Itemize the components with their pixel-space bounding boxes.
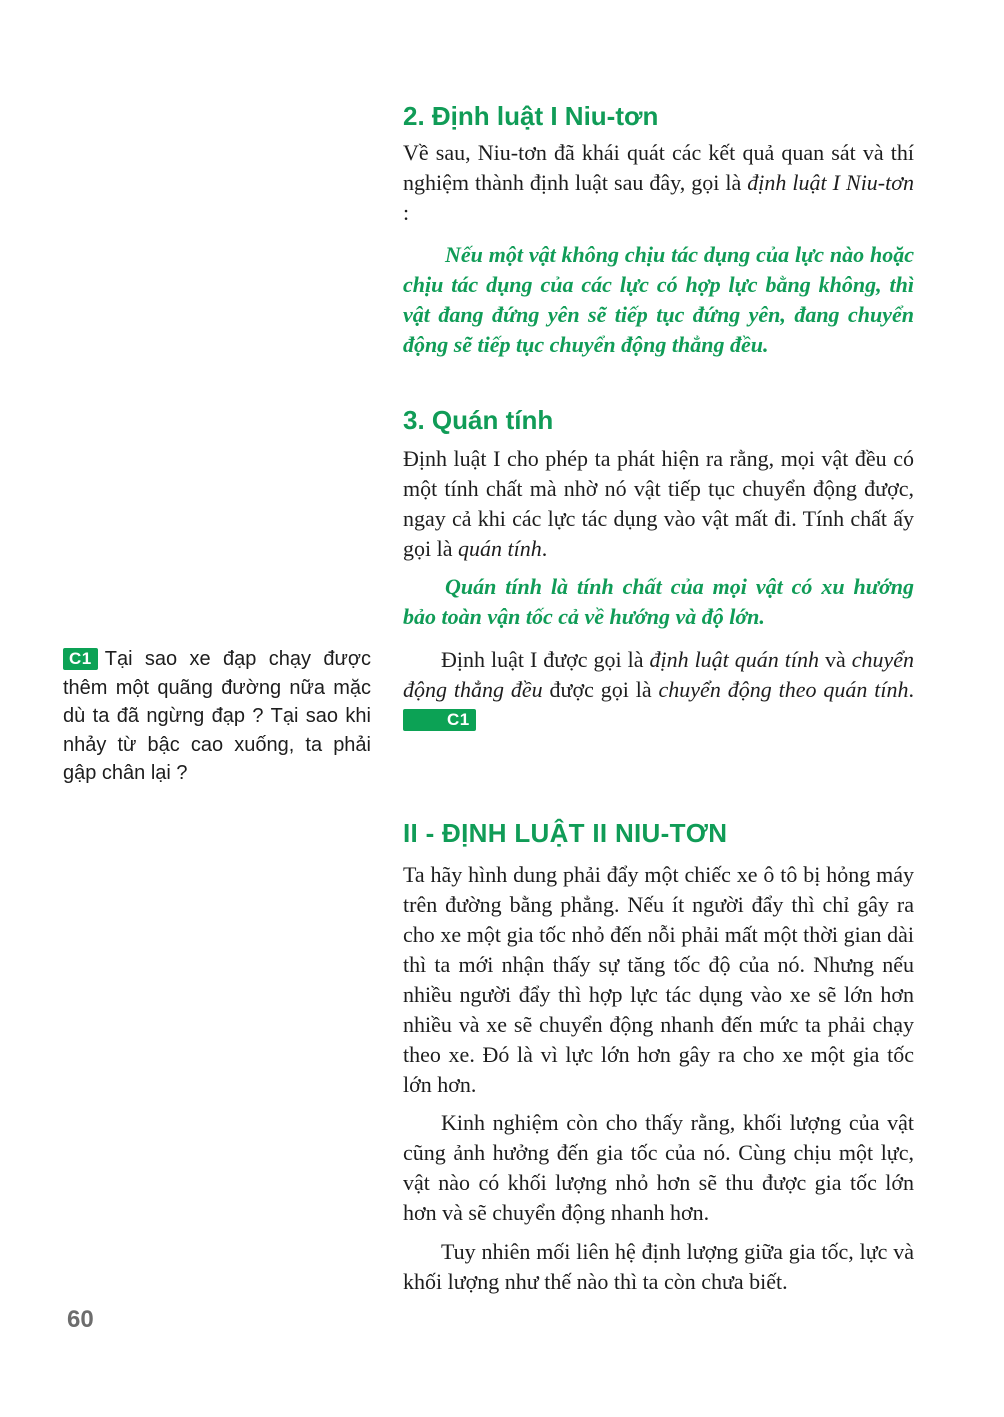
para-relation-unknown: Tuy nhiên mối liên hệ định lượng giữa gia tốc, lực và khối lượng như thế nào thì ta còn chưa biết. <box>403 1239 914 1294</box>
c1-badge: C1 <box>63 648 98 670</box>
main-text-column <box>403 0 914 1417</box>
newton-first-law-statement: Nếu một vật không chịu tác dụng của lực nào hoặc chịu tác dụng của các lực có hợp lực bằng không, thì vật đang đứng yên sẽ tiếp tục đứng yên, đang chuyển động sẽ tiếp tục chuyển động thẳng đều. <box>403 242 914 357</box>
heading-inertia: 3. Quán tính <box>403 405 554 435</box>
margin-note-c1 <box>63 645 371 788</box>
para-law-names: Định luật I được gọi là định luật quán tính và chuyển động thẳng đều được gọi là chuyển động theo quán tính. C1 <box>403 647 914 729</box>
para-intro: Về sau, Niu-tơn đã khái quát các kết quả quan sát và thí nghiệm thành định luật sau đây, gọi là định luật I Niu-tơn : <box>403 140 914 225</box>
heading-newton-second-law: II - ĐỊNH LUẬT II NIU-TƠN <box>403 818 728 848</box>
para-push-car: Ta hãy hình dung phải đẩy một chiếc xe ô tô bị hỏng máy trên đường bằng phẳng. Nếu ít người đẩy thì chỉ gây ra cho xe một gia tốc nhỏ đến nỗi phải mất một thời gian dài thì ta mới nhận thấy sự tăng tốc độ của nó. Nhưng nếu nhiều người đẩy thì hợp lực tác dụng vào xe sẽ lớn hơn nhiều và xe sẽ chuyển động nhanh đến mức ta phải chạy theo xe. Đó là vì lực lớn hơn gây ra cho xe một gia tốc lớn hơn. <box>403 862 914 1097</box>
inertia-definition-statement: Quán tính là tính chất của mọi vật có xu hướng bảo toàn vận tốc cả về hướng và độ lớn. <box>403 574 914 629</box>
para-inertia-intro: Định luật I cho phép ta phát hiện ra rằng, mọi vật đều có một tính chất mà nhờ nó vật tiếp tục chuyển động được, ngay cả khi các lực tác dụng vào vật mất đi. Tính chất ấy gọi là quán tính. <box>403 446 914 561</box>
heading-newton-first-law: 2. Định luật I Niu-tơn <box>403 101 659 131</box>
c1-ref-badge: C1 <box>403 709 476 731</box>
page-number: 60 <box>67 1306 94 1333</box>
para-mass-effect: Kinh nghiệm còn cho thấy rằng, khối lượng của vật cũng ảnh hưởng đến gia tốc của nó. Cùng chịu một lực, vật nào có khối lượng nhỏ hơn sẽ thu được gia tốc lớn hơn và sẽ chuyển động nhanh hơn. <box>403 1110 914 1225</box>
margin-note-text: Tại sao xe đạp chạy được thêm một quãng đường nữa mặc dù ta đã ngừng đạp ? Tại sao khi nhảy từ bậc cao xuống, ta phải gập chân lại ? <box>63 648 371 784</box>
